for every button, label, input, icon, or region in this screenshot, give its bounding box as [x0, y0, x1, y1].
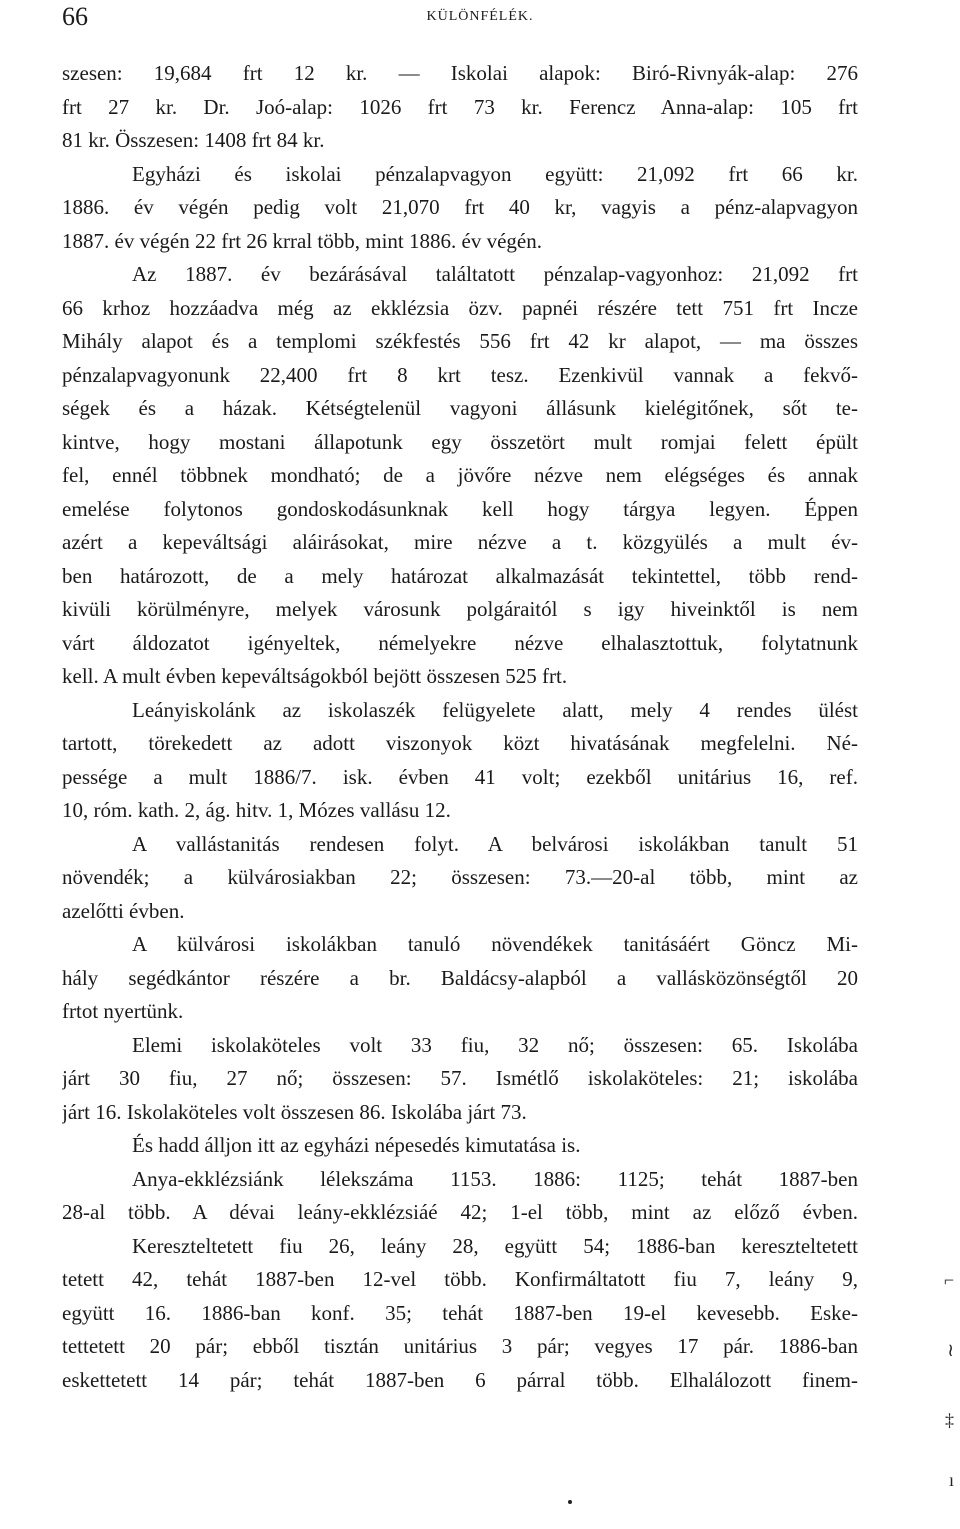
scan-artifact: ı [948, 1470, 954, 1490]
margin-scan-marks [930, 1270, 960, 1500]
scan-artifact: ‡ [945, 1410, 954, 1430]
text-line: 66 krhoz hozzáadva még az ekklézsia özv. papnéi részére tett 751 frt Incze [62, 295, 858, 320]
text-line: pénzalapvagyonunk 22,400 frt 8 krt tesz. Ezenkivül vannak a fekvő- [62, 362, 858, 387]
text-line: 28-al több. A dévai leány-ekklézsiáé 42; 1-el több, mint az előző évben. [62, 1200, 858, 1224]
text-line: fel, ennél többnek mondható; de a jövőre nézve nem elégséges és annak [62, 463, 858, 487]
text-line: azelőtti évben. [62, 898, 185, 923]
text-line: Az 1887. év bezárásával találtatott pénzalap-vagyonhoz: 21,092 frt [132, 262, 858, 286]
text-line: járt 30 fiu, 27 nő; összesen: 57. Ismétlő iskolaköteles: 21; iskolába [62, 1066, 858, 1090]
text-line: Anya-ekklézsiánk lélekszáma 1153. 1886: 1125; tehát 1887-ben [132, 1166, 858, 1191]
text-line: kivüli körülményre, melyek városunk polgáraitól s igy hiveinktől is nem [62, 597, 858, 621]
text-line: azért a kepeváltsági aláirásokat, mire nézve a t. közgyülés a mult év- [62, 530, 858, 554]
text-line: frt 27 kr. Dr. Joó-alap: 1026 frt 73 kr. Ferencz Anna-alap: 105 frt [62, 94, 858, 119]
text-line: A külvárosi iskolákban tanuló növendékek tanitásáért Göncz Mi- [132, 932, 858, 956]
text-line: szesen: 19,684 frt 12 kr. — Iskolai alapok: Biró-Rivnyák-alap: 276 [62, 61, 858, 85]
text-line: növendék; a külvárosiakban 22; összesen: 73.—20-al több, mint az [62, 865, 858, 889]
text-line: 81 kr. Összesen: 1408 frt 84 kr. [62, 128, 325, 152]
text-line: És hadd álljon itt az egyházi népesedés kimutatása is. [132, 1133, 581, 1157]
text-line: várt áldozatot igényeltek, némelyekre nézve elhalasztottuk, folytatnunk [62, 630, 858, 655]
text-line: ségek és a házak. Kétségtelenül vagyoni állásunk kielégitőnek, sőt te- [62, 396, 858, 420]
text-line: Mihály alapot és a templomi székfestés 556 frt 42 kr alapot, — ma összes [62, 329, 858, 353]
text-line: 1887. év végén 22 frt 26 krral több, mint 1886. év végén. [62, 228, 542, 253]
body-text [62, 57, 858, 1397]
text-line: pessége a mult 1886/7. isk. évben 41 volt; ezekből unitárius 16, ref. [62, 764, 858, 789]
text-line: járt 16. Iskolaköteles volt összesen 86. Iskolába járt 73. [62, 1099, 527, 1124]
text-line: 1886. év végén pedig volt 21,070 frt 40 kr, vagyis a pénz-alapvagyon [62, 195, 858, 219]
text-line: eskettetett 14 pár; tehát 1887-ben 6 párral több. Elhalálozott finem- [62, 1367, 858, 1392]
scan-artifact: ≀ [947, 1340, 954, 1360]
text-line: frtot nyertünk. [62, 999, 184, 1023]
text-line: együtt 16. 1886-ban konf. 35; tehát 1887-ben 19-el kevesebb. Eske- [62, 1300, 858, 1325]
page-number: 66 [62, 2, 88, 31]
text-line: ben határozott, de a mely határozat alkalmazását tekintettel, több rend- [62, 563, 858, 588]
text-line: tartott, törekedett az adott viszonyok közt hivatásának megfelelni. Né- [62, 731, 858, 755]
scan-artifact: ⌐ [943, 1270, 954, 1290]
text-line: A vallástanitás rendesen folyt. A belvárosi iskolákban tanult 51 [132, 831, 858, 856]
scan-dot [568, 1500, 572, 1504]
text-line: Kereszteltetett fiu 26, leány 28, együtt 54; 1886-ban kereszteltetett [132, 1233, 858, 1258]
running-title: KÜLÖNFÉLÉK. [426, 9, 534, 24]
text-line: Elemi iskolaköteles volt 33 fiu, 32 nő; összesen: 65. Iskolába [132, 1032, 858, 1057]
text-line: tetett 42, tehát 1887-ben 12-vel több. Konfirmáltatott fiu 7, leány 9, [62, 1267, 858, 1291]
text-line: emelése folytonos gondoskodásunknak kell hogy tárgya legyen. Éppen [62, 496, 858, 521]
page-header [0, 0, 960, 40]
text-line: hály segédkántor részére a br. Baldácsy-alapból a vallásközönségtől 20 [62, 965, 858, 990]
text-line: tettetett 20 pár; ebből tisztán unitárius 3 pár; vegyes 17 pár. 1886-ban [62, 1334, 858, 1358]
text-line: kintve, hogy mostani állapotunk egy összetört mult romjai felett épült [62, 429, 858, 454]
text-line: kell. A mult évben kepeváltságokból bejött összesen 525 frt. [62, 664, 568, 688]
text-line: 10, róm. kath. 2, ág. hitv. 1, Mózes vallásu 12. [62, 798, 451, 822]
text-line: Leányiskolánk az iskolaszék felügyelete alatt, mely 4 rendes ülést [132, 697, 858, 722]
text-line: Egyházi és iskolai pénzalapvagyon együtt: 21,092 frt 66 kr. [132, 161, 858, 186]
